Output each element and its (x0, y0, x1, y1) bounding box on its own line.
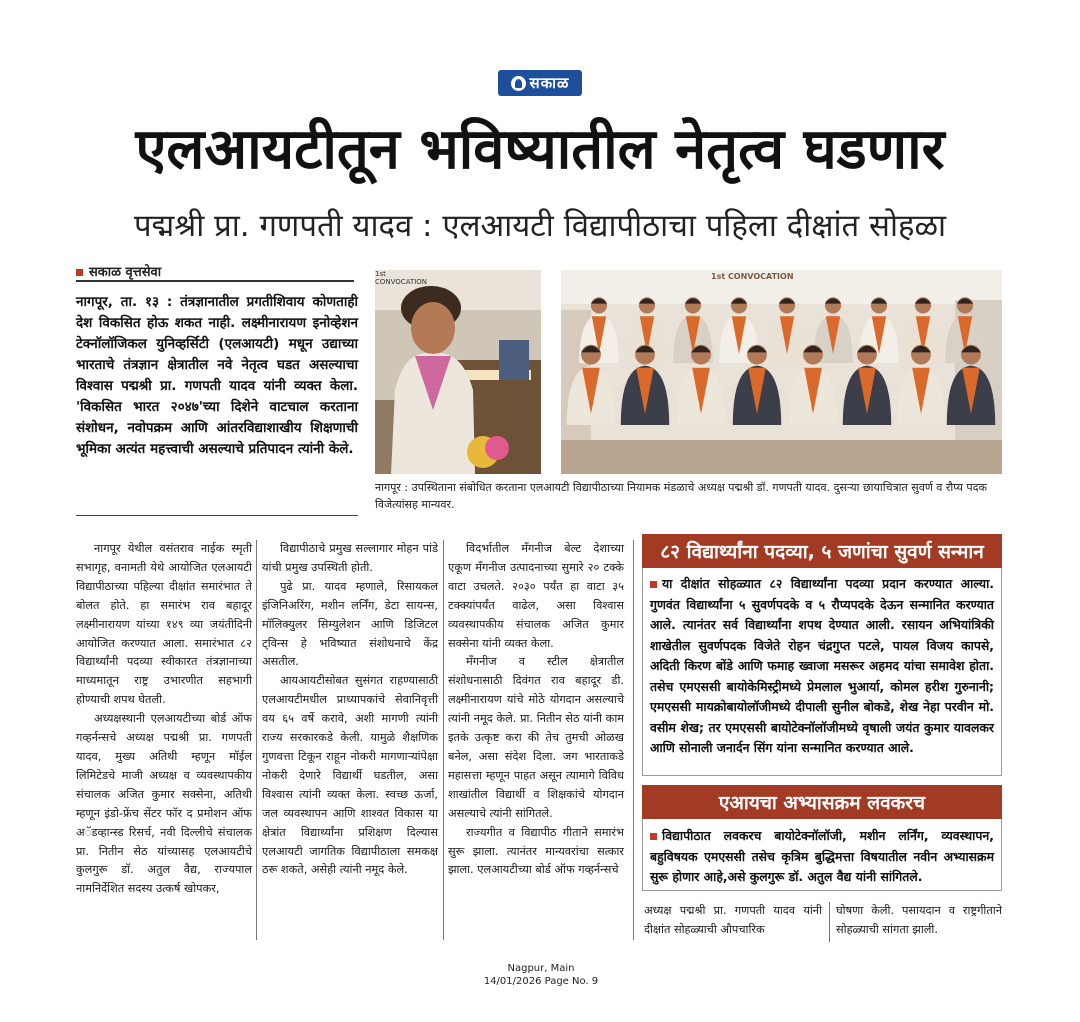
box-heading-graduates: ८२ विद्यार्थ्यांना पदव्या, ५ जणांचा सुवर्ण सन्मान (642, 534, 1002, 568)
paragraph: आयआयटीसोबत सुसंगत राहण्यासाठी एलआयटीमधील प्राध्यापकांचे सेवानिवृत्ती वय ६५ वर्षे करावे, अशी मागणी त्यांनी राज्य सरकारकडे केली. यामुळे शैक्षणिक गुणवत्ता टिकून राहून नोकरी मागणाऱ्यांपेक्षा नोकरी देणारे विद्यार्थी घडतील, असा विश्वास त्यांनी व्यक्त केला. स्वच्छ ऊर्जा, जल व्यवस्थापन आणि शाश्वत विकास या क्षेत्रांत विद्यार्थ्यांना प्रशिक्षण दिल्यास एलआयटी जागतिक विद्यापीठाला समकक्ष ठरू शकते, असेही त्यांनी नमूद केले. (262, 674, 438, 877)
box-body-ai-course (650, 826, 994, 888)
lede-paragraph (76, 292, 358, 460)
column-divider (443, 540, 444, 940)
subheadline: पद्मश्री प्रा. गणपती यादव : एलआयटी विद्यापीठाचा पहिला दीक्षांत सोहळा (133, 208, 947, 244)
date-page-label: 14/01/2026 Page No. 9 (483, 976, 599, 987)
paragraph: मँगनीज व स्टील क्षेत्रातील संशोधनासाठी दिवंगत राव बहादूर डी. लक्ष्मीनारायण यांचे मोठे योगदान असल्याचे त्यांनी नमूद केले. प्रा. नितीन सेठ यांनी काम इतके उत्कृष्ट करा की तेच तुमची ओळख बनेल, असा संदेश दिला. जग भारताकडे महासत्ता म्हणून पाहत असून त्यामागे विविध शाखांतील विद्यार्थी व शिक्षकांचे योगदान असल्याचे त्यांनी सांगितले. (448, 655, 624, 820)
bullet-square-icon (650, 833, 657, 840)
lede-text: नागपूर, ता. १३ : तंत्रज्ञानातील प्रगतीशिवाय कोणताही देश विकसित होऊ शकत नाही. लक्ष्मीनारायण इनोव्हेशन टेक्नॉलॉजिकल युनिव्हर्सिटी (एलआयटी) मधून उद्याच्या भारताचे तंत्रज्ञान क्षेत्रातील नवे नेतृत्व घडत असल्याचा विश्वास पद्मश्री प्रा. गणपती यादव यांनी व्यक्त केला. 'विकसित भारत २०४७'च्या दिशेने वाटचाल करताना संशोधन, नवोपक्रम आणि आंतरविद्याशाखीय शिक्षणाची भूमिका अत्यंत महत्त्वाची असल्याचे प्रतिपादन त्यांनी केले. (76, 294, 358, 457)
column-divider (256, 540, 257, 940)
byline-text: सकाळ वृत्तसेवा (89, 265, 162, 280)
paragraph: विदर्भातील मँगनीज बेल्ट देशाच्या एकूण मँगनीज उत्पादनाच्या सुमारे २० टक्के वाटा उचलते. २०३० पर्यंत हा वाटा ३५ टक्क्यांपर्यंत वाढेल, असा विश्वास व्यवस्थापकीय संचालक अजित कुमार सक्सेना यांनी व्यक्त केला. (448, 542, 624, 650)
photo2-banner-text: 1st CONVOCATION (711, 272, 794, 281)
box-text-graduates: या दीक्षांत सोहळ्यात ८२ विद्यार्थ्यांना पदव्या प्रदान करण्यात आल्या. गुणवंत विद्यार्थ्यांना ५ सुवर्णपदके व ५ रौप्यपदके देऊन सन्मानित करण्यात आले. त्यानंतर सर्व विद्यार्थ्यांना शपथ देण्यात आली. रसायन अभियांत्रिकी शाखेतील सुवर्णपदक विजेते रोहन चंद्रगुप्त पटले, पायल विजय कापसे, अदिती किरण बोंडे आणि फमाह ख्वाजा मसरूर अहमद यांचा समावेश होता. तसेच एमएससी बायोकेमिस्ट्रीमध्ये प्रेमलाल भुआर्या, कोमल हरीश गुरुनानी; एमएससी मायक्रोबायोलॉजीमध्ये दीपाली सुनील बोकडे, शेख नेहा परवीन मो. वसीम शेख; तर एमएससी बायोटेक्नॉलॉजीमध्ये वृषाली जयंत कुमार यावलकर आणि सोनाली जनार्दन सिंग यांना सन्मानित करण्यात आले. (650, 576, 994, 755)
box-heading-ai-course: एआयचा अभ्यासक्रम लवकरच (642, 785, 1002, 819)
speaker-photo (375, 270, 541, 474)
box-body-graduates (650, 574, 994, 759)
article-column-5 (836, 902, 1002, 940)
paragraph: घोषणा केली. पसायदान व राष्ट्रगीताने सोहळ्याची सांगता झाली. (836, 904, 1002, 936)
paragraph: पुढे प्रा. यादव म्हणाले, रिसायकल इंजिनिअरिंग, मशीन लर्निंग, डेटा सायन्स, मॉलिक्युलर सिम्युलेशन आणि डिजिटल ट्विन्स हे भविष्यात संशोधनाचे केंद्र असतील. (262, 579, 438, 669)
paragraph: अध्यक्ष पद्मश्री प्रा. गणपती यादव यांनी दीक्षांत सोहळ्याची औपचारिक (644, 904, 822, 936)
sakal-logo (498, 70, 582, 96)
sakal-emblem-icon (511, 76, 526, 91)
photo-caption: नागपूर : उपस्थिताना संबोधित करताना एलआयटी विद्यापीठाच्या नियामक मंडळाचे अध्यक्ष पद्मश्री डॉ. गणपती यादव. दुसऱ्या छायाचित्रात सुवर्ण व रौप्य पदक विजेत्यांसह मान्यवर. (375, 481, 987, 511)
paragraph: विद्यापीठाचे प्रमुख सल्लागार मोहन पांडे यांची प्रमुख उपस्थिती होती. (262, 542, 438, 574)
lede-rule (76, 515, 358, 516)
article-column-3 (448, 540, 624, 880)
paragraph: अध्यक्षस्थानी एलआयटीच्या बोर्ड ऑफ गव्हर्नन्सचे अध्यक्ष पद्मश्री प्रा. गणपती यादव, मुख्य अतिथी म्हणून मॉईल लिमिटेडचे माजी अध्यक्ष व व्यवस्थापकीय संचालक अजित कुमार सक्सेना, अतिथी म्हणून इंडो-फ्रेंच सेंटर फॉर द प्रमोशन ऑफ अॅडव्हान्स्ड रिसर्च, नवी दिल्लीचे संचालक प्रा. नितीन सेठ यांच्यासह एलआयटीचे कुलगुरू डॉ. अतुल वैद्य, राज्यपाल नामनिर्देशित सदस्य उत्कर्ष खोपकर, (76, 712, 252, 896)
headline: एलआयटीतून भविष्यातील नेतृत्व घडणार (135, 117, 945, 182)
paragraph: राज्यगीत व विद्यापीठ गीताने समारंभ सुरू झाला. त्यानंतर मान्यवरांचा सत्कार झाला. एलआयटीच्या बोर्ड ऑफ गव्हर्नन्सचे (448, 825, 624, 877)
byline (76, 262, 161, 280)
box-text-ai-course: विद्यापीठात लवकरच बायोटेक्नॉलॉजी, मशीन लर्निंग, व्यवस्थापन, बहुविषयक एमएससी तसेच कृत्रिम बुद्धिमत्ता विषयातील नवीन अभ्यासक्रम सुरू होणार आहे,असे कुलगुरू डॉ. अतुल वैद्य यांनी सांगितले. (650, 828, 994, 884)
page-footer (466, 962, 616, 988)
article-column-1 (76, 540, 252, 899)
bullet-square-icon (650, 581, 657, 588)
byline-rule (76, 280, 354, 282)
article-column-4 (644, 902, 822, 940)
column-divider (633, 540, 634, 940)
column-divider (829, 902, 830, 942)
paragraph: नागपूर येथील वसंतराव नाईक स्मृती सभागृह, वनामती येथे आयोजित एलआयटी विद्यापीठाच्या पहिल्या दीक्षांत समारंभात ते बोलत होते. हा समारंभ राव बहादूर लक्ष्मीनारायण यांच्या १४९ व्या जयंतीदिनी आयोजित करण्यात आला. समारंभात ८२ विद्यार्थ्यांनी पदव्या स्वीकारत तंत्रज्ञानाच्या माध्यमातून राष्ट्र उभारणीत सहभागी होण्याची शपथ घेतली. (76, 542, 252, 707)
group-photo (561, 270, 1002, 474)
bullet-square-icon (76, 269, 83, 276)
logo-text: सकाळ (529, 74, 570, 92)
photo1-banner-text: 1st CONVOCATION (375, 270, 428, 286)
article-column-2 (262, 540, 438, 880)
edition-label: Nagpur, Main (507, 963, 575, 974)
